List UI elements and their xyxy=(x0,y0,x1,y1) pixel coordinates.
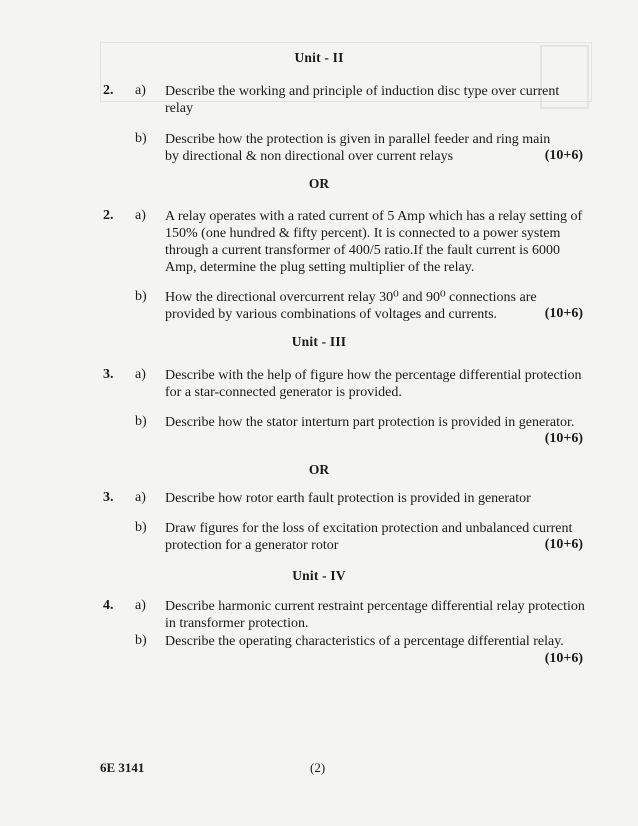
part-label: a) xyxy=(135,598,146,613)
part-label: a) xyxy=(135,208,146,223)
question-text: Draw figures for the loss of excitation protection and unbalanced current protection for a generator rotor xyxy=(165,521,573,553)
part-label: a) xyxy=(135,83,146,98)
question-text: Describe harmonic current restraint percentage differential relay protection in transformer protection. xyxy=(165,599,585,631)
question-number: 2. xyxy=(103,83,114,98)
question-number: 2. xyxy=(103,208,114,223)
marks: (10+6) xyxy=(544,148,583,163)
page-number: (2) xyxy=(310,760,326,775)
part-label: b) xyxy=(135,633,147,648)
or-divider: OR xyxy=(308,462,330,477)
unit-2-heading: Unit - II xyxy=(294,50,344,65)
part-label: a) xyxy=(135,367,146,382)
question-number: 4. xyxy=(103,598,114,613)
question-text: A relay operates with a rated current of 5 Amp which has a relay setting of 150% (one hundred & fifty percent). It is connected to a power system through a current transformer of 400/5 ratio.If the fault current is 6000 Amp, determine the plug setting multiplier of the relay. xyxy=(165,209,583,275)
question-text: Describe the working and principle of induction disc type over current relay xyxy=(165,84,560,116)
question-text: How the directional overcurrent relay 30⁰ and 90⁰ connections are provided by various combinations of voltages and currents. xyxy=(165,290,537,322)
question-number: 3. xyxy=(103,490,114,505)
marks: (10+6) xyxy=(544,651,583,666)
marks: (10+6) xyxy=(544,431,583,446)
marks: (10+6) xyxy=(544,537,583,552)
part-label: b) xyxy=(135,289,147,304)
question-text: Describe how rotor earth fault protection is provided in generator xyxy=(165,491,531,506)
part-label: b) xyxy=(135,414,147,429)
marks: (10+6) xyxy=(544,306,583,321)
part-label: a) xyxy=(135,490,146,505)
unit-4-heading: Unit - IV xyxy=(292,568,346,583)
paper-code: 6E 3141 xyxy=(100,760,145,775)
part-label: b) xyxy=(135,520,147,535)
question-text: Describe with the help of figure how the percentage differential protection for a star-connected generator is provided. xyxy=(165,368,582,400)
question-text: Describe the operating characteristics of a percentage differential relay. xyxy=(165,634,564,649)
unit-3-heading: Unit - III xyxy=(291,334,347,349)
part-label: b) xyxy=(135,131,147,146)
or-divider: OR xyxy=(308,176,330,191)
question-text: Describe how the protection is given in parallel feeder and ring main by directional & non directional over current relays xyxy=(165,132,551,164)
question-text: Describe how the stator interturn part protection is provided in generator. xyxy=(165,415,575,430)
question-number: 3. xyxy=(103,367,114,382)
